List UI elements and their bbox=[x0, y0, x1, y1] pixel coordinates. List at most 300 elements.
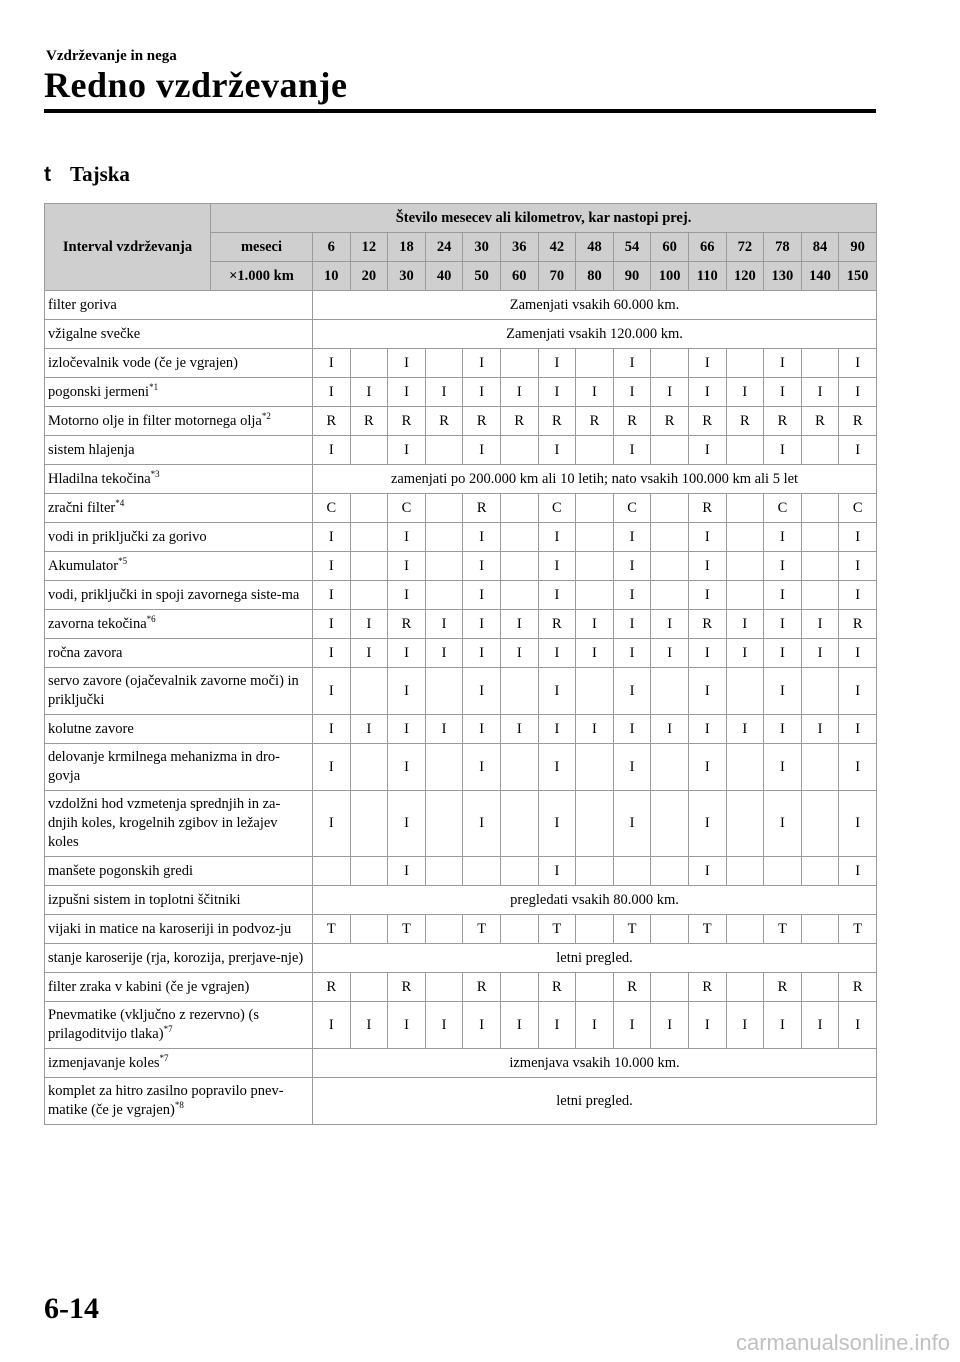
maintenance-item bbox=[45, 915, 313, 944]
interval-note: izmenjava vsakih 10.000 km. bbox=[313, 1049, 877, 1078]
schedule-cell: I bbox=[613, 378, 651, 407]
schedule-cell: I bbox=[463, 378, 501, 407]
maintenance-item bbox=[45, 291, 313, 320]
schedule-cell: I bbox=[538, 378, 576, 407]
schedule-cell: I bbox=[613, 791, 651, 857]
schedule-cell: R bbox=[726, 407, 764, 436]
schedule-cell: I bbox=[425, 715, 463, 744]
month-cell: 30 bbox=[463, 233, 501, 262]
schedule-cell: I bbox=[801, 610, 839, 639]
schedule-cell bbox=[651, 552, 689, 581]
schedule-cell: I bbox=[726, 378, 764, 407]
schedule-cell: I bbox=[313, 610, 351, 639]
schedule-cell: I bbox=[538, 668, 576, 715]
schedule-cell: R bbox=[688, 407, 726, 436]
maintenance-item bbox=[45, 857, 313, 886]
month-cell: 12 bbox=[350, 233, 388, 262]
schedule-cell: I bbox=[726, 715, 764, 744]
schedule-cell: I bbox=[313, 523, 351, 552]
schedule-cell: I bbox=[313, 791, 351, 857]
maintenance-item-label: vodi in priključki za gorivo bbox=[48, 528, 207, 545]
schedule-cell bbox=[350, 744, 388, 791]
maintenance-item bbox=[45, 407, 313, 436]
schedule-cell: I bbox=[764, 744, 802, 791]
schedule-cell: I bbox=[839, 744, 877, 791]
schedule-cell: I bbox=[500, 378, 538, 407]
schedule-cell: I bbox=[764, 668, 802, 715]
schedule-cell: I bbox=[388, 581, 426, 610]
month-cell: 72 bbox=[726, 233, 764, 262]
schedule-cell bbox=[801, 973, 839, 1002]
maintenance-item bbox=[45, 320, 313, 349]
schedule-cell: I bbox=[388, 668, 426, 715]
schedule-cell: I bbox=[613, 552, 651, 581]
schedule-cell: I bbox=[613, 715, 651, 744]
interval-note: zamenjati po 200.000 km ali 10 letih; nato vsakih 100.000 km ali 5 let bbox=[313, 465, 877, 494]
schedule-cell bbox=[801, 581, 839, 610]
maintenance-item-label: manšete pogonskih gredi bbox=[48, 862, 193, 879]
month-cell: 54 bbox=[613, 233, 651, 262]
schedule-cell: I bbox=[688, 639, 726, 668]
schedule-cell: I bbox=[425, 378, 463, 407]
maintenance-item-label: komplet za hitro zasilno popravilo pnev-matike (če je vgrajen) bbox=[48, 1083, 284, 1118]
schedule-cell bbox=[350, 857, 388, 886]
schedule-cell: I bbox=[613, 349, 651, 378]
schedule-cell bbox=[500, 523, 538, 552]
table-row bbox=[45, 610, 877, 639]
sub-heading bbox=[44, 162, 130, 187]
schedule-cell bbox=[651, 494, 689, 523]
schedule-cell: I bbox=[388, 791, 426, 857]
schedule-cell bbox=[350, 349, 388, 378]
km-cell: 100 bbox=[651, 262, 689, 291]
schedule-cell: R bbox=[764, 407, 802, 436]
km-cell: 120 bbox=[726, 262, 764, 291]
schedule-cell bbox=[425, 668, 463, 715]
schedule-cell: I bbox=[764, 610, 802, 639]
table-row bbox=[45, 552, 877, 581]
km-cell: 140 bbox=[801, 262, 839, 291]
maintenance-item bbox=[45, 552, 313, 581]
footnote-marker: *3 bbox=[150, 468, 160, 479]
maintenance-item bbox=[45, 436, 313, 465]
page-title: Redno vzdrževanje bbox=[44, 65, 348, 105]
schedule-cell bbox=[576, 668, 614, 715]
schedule-cell bbox=[500, 581, 538, 610]
schedule-cell: I bbox=[764, 1002, 802, 1049]
schedule-cell bbox=[651, 973, 689, 1002]
table-row bbox=[45, 581, 877, 610]
schedule-cell: I bbox=[350, 715, 388, 744]
schedule-cell: T bbox=[839, 915, 877, 944]
schedule-cell: I bbox=[313, 639, 351, 668]
schedule-cell bbox=[425, 973, 463, 1002]
maintenance-item bbox=[45, 494, 313, 523]
schedule-cell: I bbox=[538, 552, 576, 581]
schedule-cell bbox=[726, 791, 764, 857]
footnote-marker: *6 bbox=[146, 613, 156, 624]
maintenance-item bbox=[45, 744, 313, 791]
maintenance-item-label: Pnevmatike (vključno z rezervno) (s prilagoditvijo tlaka) bbox=[48, 1007, 259, 1042]
schedule-cell: R bbox=[688, 610, 726, 639]
schedule-cell: T bbox=[764, 915, 802, 944]
schedule-cell: I bbox=[350, 378, 388, 407]
schedule-cell: I bbox=[313, 744, 351, 791]
schedule-cell bbox=[500, 744, 538, 791]
maintenance-item bbox=[45, 378, 313, 407]
schedule-cell bbox=[801, 791, 839, 857]
table-row bbox=[45, 349, 877, 378]
schedule-cell: I bbox=[463, 581, 501, 610]
table-row bbox=[45, 1078, 877, 1125]
table-row bbox=[45, 915, 877, 944]
schedule-cell: I bbox=[500, 715, 538, 744]
maintenance-item-label: sistem hlajenja bbox=[48, 441, 135, 458]
km-cell: 50 bbox=[463, 262, 501, 291]
schedule-cell: I bbox=[538, 791, 576, 857]
interval-note: letni pregled. bbox=[313, 1078, 877, 1125]
schedule-cell bbox=[500, 791, 538, 857]
maintenance-item-label: zračni filter bbox=[48, 499, 116, 516]
table-row bbox=[45, 494, 877, 523]
schedule-cell: I bbox=[688, 523, 726, 552]
schedule-cell: I bbox=[688, 552, 726, 581]
schedule-cell: T bbox=[388, 915, 426, 944]
month-cell: 78 bbox=[764, 233, 802, 262]
table-row bbox=[45, 944, 877, 973]
schedule-cell: R bbox=[388, 407, 426, 436]
schedule-cell: T bbox=[463, 915, 501, 944]
schedule-cell bbox=[726, 744, 764, 791]
table-row bbox=[45, 744, 877, 791]
schedule-cell: I bbox=[651, 378, 689, 407]
schedule-cell: C bbox=[764, 494, 802, 523]
schedule-cell: I bbox=[688, 791, 726, 857]
schedule-cell bbox=[726, 915, 764, 944]
maintenance-item-label: pogonski jermeni bbox=[48, 383, 150, 400]
schedule-cell bbox=[500, 494, 538, 523]
schedule-cell: I bbox=[463, 639, 501, 668]
schedule-cell bbox=[801, 668, 839, 715]
table-row bbox=[45, 465, 877, 494]
month-cell: 60 bbox=[651, 233, 689, 262]
schedule-cell bbox=[425, 791, 463, 857]
schedule-cell: I bbox=[688, 715, 726, 744]
schedule-cell: R bbox=[463, 494, 501, 523]
schedule-cell bbox=[801, 523, 839, 552]
schedule-cell: I bbox=[764, 581, 802, 610]
schedule-cell: I bbox=[839, 1002, 877, 1049]
schedule-cell: I bbox=[388, 523, 426, 552]
table-row bbox=[45, 886, 877, 915]
km-cell: 30 bbox=[388, 262, 426, 291]
maintenance-item-label: izpušni sistem in toplotni ščitniki bbox=[48, 891, 241, 908]
schedule-cell: I bbox=[764, 639, 802, 668]
schedule-cell: R bbox=[576, 407, 614, 436]
schedule-cell: I bbox=[313, 581, 351, 610]
schedule-cell: I bbox=[576, 610, 614, 639]
schedule-cell: I bbox=[538, 715, 576, 744]
footnote-marker: *5 bbox=[118, 555, 128, 566]
month-cell: 36 bbox=[500, 233, 538, 262]
schedule-cell: I bbox=[839, 349, 877, 378]
maintenance-item-label: stanje karoserije (rja, korozija, prerjave-nje) bbox=[48, 949, 304, 966]
schedule-cell: I bbox=[801, 639, 839, 668]
schedule-cell: R bbox=[613, 407, 651, 436]
header-row-top bbox=[45, 204, 877, 233]
table-row bbox=[45, 973, 877, 1002]
schedule-cell bbox=[350, 973, 388, 1002]
table-row bbox=[45, 523, 877, 552]
schedule-cell: C bbox=[839, 494, 877, 523]
schedule-cell bbox=[500, 857, 538, 886]
schedule-cell: I bbox=[538, 857, 576, 886]
schedule-cell: R bbox=[839, 973, 877, 1002]
interval-header: Interval vzdrževanja bbox=[45, 204, 211, 291]
km-cell: 110 bbox=[688, 262, 726, 291]
schedule-cell bbox=[313, 857, 351, 886]
schedule-cell: I bbox=[688, 436, 726, 465]
table-row bbox=[45, 378, 877, 407]
table-row bbox=[45, 857, 877, 886]
schedule-cell bbox=[801, 436, 839, 465]
schedule-cell bbox=[576, 494, 614, 523]
table-row bbox=[45, 639, 877, 668]
schedule-cell: I bbox=[313, 715, 351, 744]
schedule-cell: I bbox=[313, 378, 351, 407]
schedule-cell: I bbox=[651, 1002, 689, 1049]
schedule-cell: I bbox=[538, 523, 576, 552]
schedule-cell: I bbox=[313, 668, 351, 715]
schedule-cell bbox=[801, 744, 839, 791]
maintenance-item-label: ročna zavora bbox=[48, 644, 123, 661]
schedule-cell: I bbox=[688, 1002, 726, 1049]
schedule-cell bbox=[651, 523, 689, 552]
maintenance-item-label: vžigalne svečke bbox=[48, 325, 141, 342]
km-cell: 10 bbox=[313, 262, 351, 291]
schedule-cell bbox=[651, 915, 689, 944]
schedule-cell: I bbox=[801, 1002, 839, 1049]
table-row bbox=[45, 791, 877, 857]
maintenance-item-label: Hladilna tekočina bbox=[48, 470, 151, 487]
month-cell: 66 bbox=[688, 233, 726, 262]
schedule-cell: I bbox=[388, 349, 426, 378]
maintenance-item bbox=[45, 1002, 313, 1049]
schedule-cell bbox=[651, 791, 689, 857]
schedule-cell: I bbox=[350, 610, 388, 639]
schedule-cell bbox=[350, 668, 388, 715]
schedule-cell: I bbox=[764, 715, 802, 744]
schedule-cell: I bbox=[839, 523, 877, 552]
schedule-cell bbox=[651, 744, 689, 791]
schedule-cell bbox=[576, 791, 614, 857]
table-row bbox=[45, 1049, 877, 1078]
maintenance-table bbox=[44, 203, 877, 1125]
maintenance-item bbox=[45, 610, 313, 639]
schedule-cell: T bbox=[538, 915, 576, 944]
schedule-cell bbox=[350, 915, 388, 944]
schedule-cell: I bbox=[576, 639, 614, 668]
schedule-cell bbox=[576, 523, 614, 552]
schedule-cell: I bbox=[688, 581, 726, 610]
maintenance-item bbox=[45, 465, 313, 494]
schedule-cell bbox=[726, 523, 764, 552]
km-cell: 60 bbox=[500, 262, 538, 291]
schedule-cell: I bbox=[500, 1002, 538, 1049]
schedule-cell bbox=[350, 791, 388, 857]
maintenance-item-label: filter zraka v kabini (če je vgrajen) bbox=[48, 978, 250, 995]
interval-note: Zamenjati vsakih 60.000 km. bbox=[313, 291, 877, 320]
schedule-cell: T bbox=[313, 915, 351, 944]
month-cell: 42 bbox=[538, 233, 576, 262]
schedule-cell bbox=[500, 668, 538, 715]
schedule-cell: C bbox=[388, 494, 426, 523]
footnote-marker: *2 bbox=[261, 410, 271, 421]
section-label: Vzdrževanje in nega bbox=[46, 48, 177, 64]
schedule-cell bbox=[500, 552, 538, 581]
schedule-cell: I bbox=[839, 581, 877, 610]
table-row bbox=[45, 715, 877, 744]
schedule-cell: I bbox=[839, 857, 877, 886]
maintenance-item-label: vodi, priključki in spoji zavornega siste-ma bbox=[48, 586, 300, 603]
maintenance-item bbox=[45, 668, 313, 715]
schedule-cell bbox=[425, 523, 463, 552]
schedule-cell bbox=[613, 857, 651, 886]
schedule-cell: I bbox=[613, 744, 651, 791]
schedule-cell: I bbox=[388, 552, 426, 581]
schedule-cell: I bbox=[764, 378, 802, 407]
schedule-cell: I bbox=[538, 436, 576, 465]
schedule-cell: I bbox=[313, 436, 351, 465]
schedule-cell: I bbox=[726, 639, 764, 668]
schedule-cell bbox=[726, 436, 764, 465]
schedule-cell: I bbox=[801, 715, 839, 744]
month-cell: 48 bbox=[576, 233, 614, 262]
schedule-cell: I bbox=[388, 378, 426, 407]
schedule-cell: I bbox=[313, 552, 351, 581]
maintenance-item bbox=[45, 639, 313, 668]
schedule-cell: I bbox=[651, 639, 689, 668]
schedule-cell: I bbox=[839, 378, 877, 407]
maintenance-item bbox=[45, 715, 313, 744]
schedule-cell: I bbox=[651, 715, 689, 744]
schedule-cell bbox=[576, 436, 614, 465]
schedule-cell bbox=[576, 857, 614, 886]
maintenance-item-label: vzdolžni hod vzmetenja sprednjih in za-dnjih koles, krogelnih zgibov in ležajev koles bbox=[48, 796, 281, 850]
schedule-cell bbox=[801, 552, 839, 581]
km-cell: 90 bbox=[613, 262, 651, 291]
schedule-cell: I bbox=[388, 436, 426, 465]
schedule-cell: R bbox=[801, 407, 839, 436]
km-cell: 150 bbox=[839, 262, 877, 291]
schedule-cell bbox=[576, 349, 614, 378]
maintenance-item-label: filter goriva bbox=[48, 296, 117, 313]
schedule-cell bbox=[651, 857, 689, 886]
schedule-cell: I bbox=[839, 639, 877, 668]
schedule-cell: I bbox=[576, 378, 614, 407]
schedule-cell bbox=[651, 349, 689, 378]
schedule-cell: R bbox=[388, 973, 426, 1002]
schedule-cell: I bbox=[463, 436, 501, 465]
schedule-cell bbox=[726, 668, 764, 715]
footnote-marker: *8 bbox=[174, 1100, 184, 1111]
schedule-cell bbox=[726, 349, 764, 378]
schedule-cell bbox=[425, 857, 463, 886]
sub-heading-text: Tajska bbox=[70, 162, 130, 186]
schedule-cell: I bbox=[688, 857, 726, 886]
schedule-cell bbox=[425, 552, 463, 581]
schedule-cell: I bbox=[313, 1002, 351, 1049]
title-rule bbox=[44, 109, 876, 113]
maintenance-item bbox=[45, 886, 313, 915]
maintenance-item-label: delovanje krmilnega mehanizma in dro-govja bbox=[48, 749, 280, 784]
schedule-cell: I bbox=[388, 639, 426, 668]
schedule-cell: I bbox=[500, 639, 538, 668]
schedule-cell: I bbox=[726, 610, 764, 639]
schedule-cell: I bbox=[764, 523, 802, 552]
km-cell: 40 bbox=[425, 262, 463, 291]
schedule-cell: I bbox=[463, 349, 501, 378]
schedule-cell bbox=[500, 973, 538, 1002]
maintenance-item bbox=[45, 1049, 313, 1078]
schedule-cell: I bbox=[538, 639, 576, 668]
schedule-cell bbox=[576, 973, 614, 1002]
count-header: Število mesecev ali kilometrov, kar nastopi prej. bbox=[211, 204, 877, 233]
schedule-cell: I bbox=[350, 639, 388, 668]
schedule-cell bbox=[350, 494, 388, 523]
schedule-cell: I bbox=[500, 610, 538, 639]
schedule-cell: I bbox=[425, 610, 463, 639]
schedule-cell: I bbox=[463, 523, 501, 552]
schedule-cell bbox=[726, 494, 764, 523]
watermark: carmanualsonline.info bbox=[735, 1330, 950, 1355]
schedule-cell bbox=[576, 552, 614, 581]
month-cell: 24 bbox=[425, 233, 463, 262]
schedule-cell: I bbox=[613, 523, 651, 552]
schedule-cell: I bbox=[388, 857, 426, 886]
schedule-cell bbox=[425, 744, 463, 791]
schedule-cell bbox=[801, 857, 839, 886]
month-cell: 90 bbox=[839, 233, 877, 262]
month-cell: 84 bbox=[801, 233, 839, 262]
schedule-cell: I bbox=[613, 1002, 651, 1049]
maintenance-item-label: kolutne zavore bbox=[48, 720, 134, 737]
schedule-cell: R bbox=[839, 407, 877, 436]
km-cell: 70 bbox=[538, 262, 576, 291]
schedule-cell: I bbox=[538, 1002, 576, 1049]
footnote-marker: *7 bbox=[159, 1052, 169, 1063]
interval-note: pregledati vsakih 80.000 km. bbox=[313, 886, 877, 915]
schedule-cell bbox=[726, 857, 764, 886]
schedule-cell: R bbox=[613, 973, 651, 1002]
schedule-cell: I bbox=[764, 791, 802, 857]
schedule-cell: I bbox=[463, 668, 501, 715]
schedule-cell bbox=[726, 581, 764, 610]
schedule-cell: R bbox=[313, 407, 351, 436]
schedule-cell: I bbox=[463, 715, 501, 744]
schedule-cell: R bbox=[688, 973, 726, 1002]
schedule-cell: I bbox=[463, 610, 501, 639]
schedule-cell bbox=[425, 915, 463, 944]
maintenance-item bbox=[45, 944, 313, 973]
km-cell: 130 bbox=[764, 262, 802, 291]
schedule-cell bbox=[350, 552, 388, 581]
maintenance-item-label: izmenjavanje koles bbox=[48, 1054, 160, 1071]
schedule-cell: I bbox=[463, 1002, 501, 1049]
km-cell: 80 bbox=[576, 262, 614, 291]
schedule-cell bbox=[500, 915, 538, 944]
schedule-cell: I bbox=[688, 668, 726, 715]
